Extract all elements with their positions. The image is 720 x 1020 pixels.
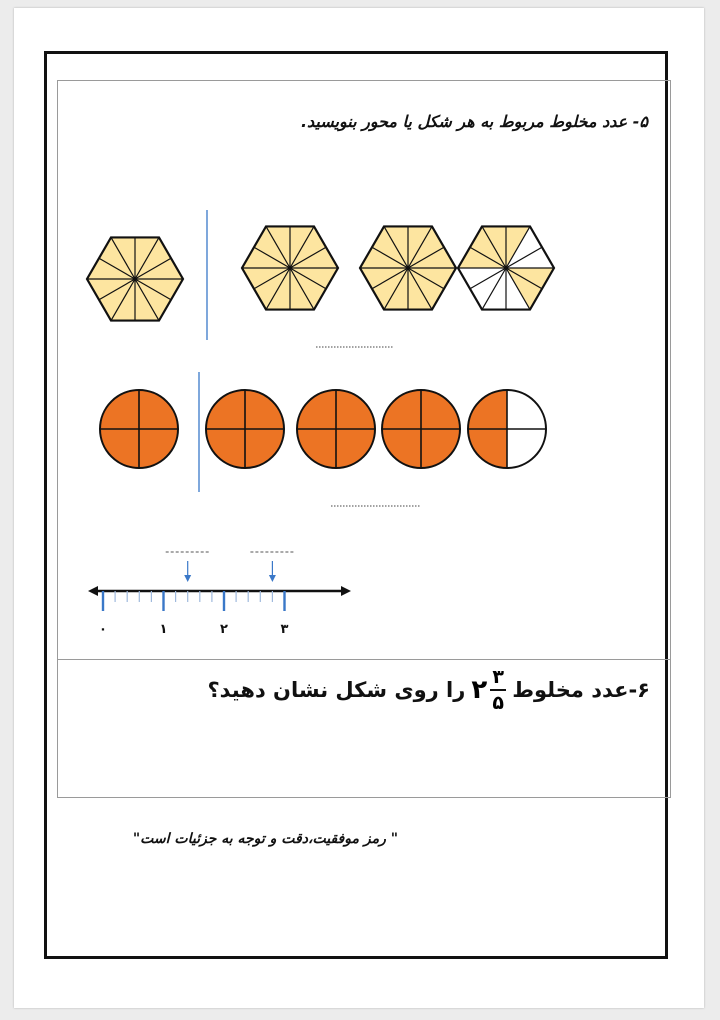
fraction-numerator: ۳ — [492, 666, 504, 688]
number-line — [88, 552, 351, 637]
hexagon-figure — [242, 226, 338, 309]
motto-quote: " رمز موفقیت،دقت و توجه به جزئیات است" — [132, 831, 398, 847]
circle-figure — [100, 390, 178, 468]
question-5-title: ۵- عدد مخلوط مربوط به هر شکل یا محور بنویسید. — [300, 112, 648, 131]
number-line-label: ۳ — [280, 622, 289, 637]
number-line-left-arrowhead — [88, 586, 98, 596]
mixed-number — [471, 667, 506, 713]
number-line-pointer-arrowhead — [269, 575, 276, 582]
circle-figure — [297, 390, 375, 468]
question-6-text-before: ۶-عدد مخلوط — [512, 678, 650, 702]
hexagon-figure — [458, 226, 554, 309]
number-line-right-arrowhead — [341, 586, 351, 596]
number-line-label: ۲ — [220, 622, 228, 637]
hexagon-figure — [360, 226, 456, 309]
mixed-number-whole: ۲ — [471, 675, 488, 705]
circle-figure — [468, 390, 546, 468]
circle-figure — [382, 390, 460, 468]
fraction-denominator: ۵ — [492, 692, 504, 714]
question-6-title — [208, 662, 651, 718]
fraction-bar — [490, 689, 506, 691]
number-line-pointer-arrowhead — [184, 575, 191, 582]
circle-figure — [206, 390, 284, 468]
number-line-label: ۰ — [99, 622, 107, 637]
number-line-label: ۱ — [159, 622, 168, 637]
mixed-number-fraction — [490, 667, 506, 713]
hexagon-figure — [87, 237, 183, 320]
question-6-text-after: را روی شکل نشان دهید؟ — [207, 678, 466, 702]
